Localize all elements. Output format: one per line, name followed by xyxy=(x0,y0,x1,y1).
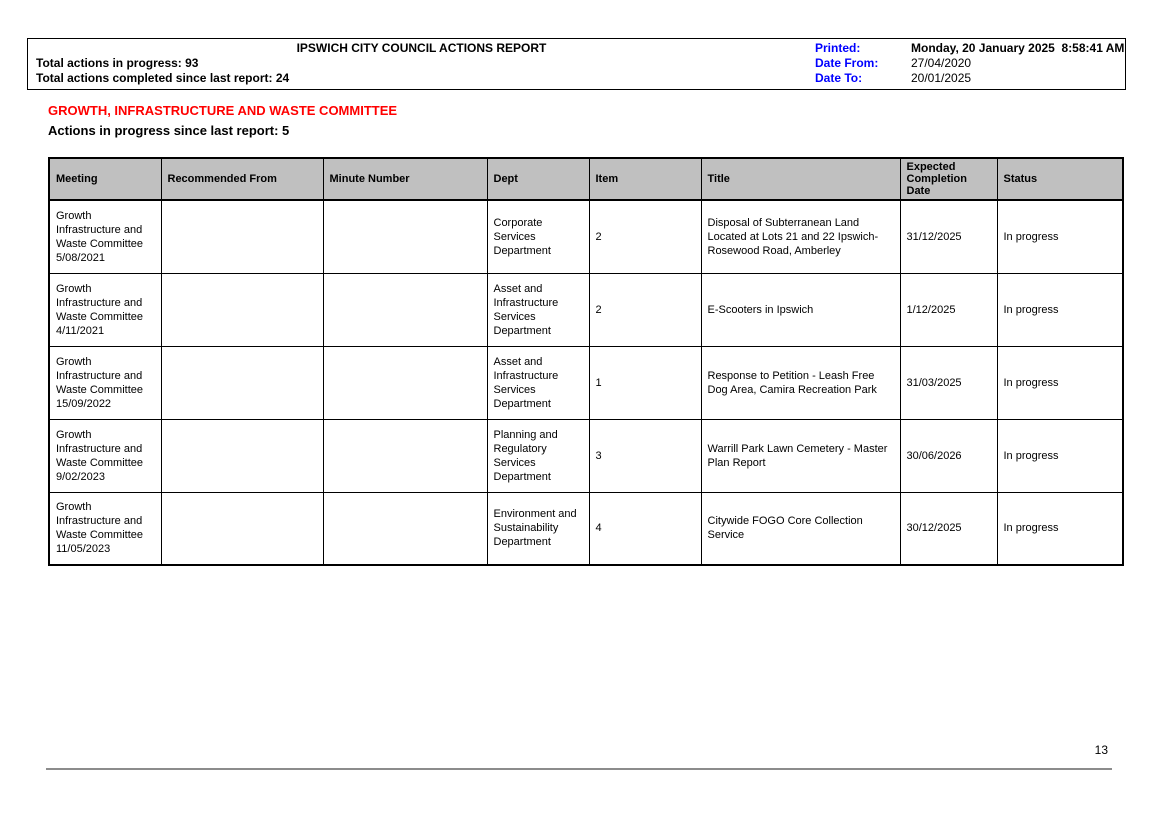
committee-heading: GROWTH, INFRASTRUCTURE AND WASTE COMMITTEE xyxy=(48,103,398,118)
footer-rule xyxy=(46,768,1112,770)
minute-number-cell xyxy=(323,200,487,273)
recommended-from-cell xyxy=(161,346,323,419)
status-cell: In progress xyxy=(997,273,1123,346)
meeting-cell: Growth Infrastructure and Waste Committee 9/02/2023 xyxy=(49,419,161,492)
recommended-from-cell xyxy=(161,492,323,565)
report-header-dates xyxy=(815,39,1125,89)
date-from-label: Date From: xyxy=(815,56,879,70)
total-actions-completed: Total actions completed since last report: 24 xyxy=(36,71,290,85)
section-subtitle: Actions in progress since last report: 5 xyxy=(48,123,290,138)
dept-cell: Environment and Sustainability Department xyxy=(487,492,589,565)
expected-completion-date-cell: 31/12/2025 xyxy=(900,200,997,273)
dept-cell: Planning and Regulatory Services Department xyxy=(487,419,589,492)
printed-row xyxy=(815,41,1125,56)
minute-number-cell xyxy=(323,273,487,346)
minute-number-cell xyxy=(323,346,487,419)
column-header-meeting: Meeting xyxy=(49,158,161,200)
table-row xyxy=(49,200,1123,273)
expected-completion-date-cell: 30/12/2025 xyxy=(900,492,997,565)
item-cell: 4 xyxy=(589,492,701,565)
item-cell: 2 xyxy=(589,200,701,273)
recommended-from-cell xyxy=(161,200,323,273)
date-to-value: 20/01/2025 xyxy=(911,71,972,85)
date-from-row xyxy=(815,56,1125,71)
title-cell: Citywide FOGO Core Collection Service xyxy=(701,492,900,565)
column-header-item: Item xyxy=(589,158,701,200)
minute-number-cell xyxy=(323,492,487,565)
status-cell: In progress xyxy=(997,346,1123,419)
status-cell: In progress xyxy=(997,492,1123,565)
title-cell: Response to Petition - Leash Free Dog Area, Camira Recreation Park xyxy=(701,346,900,419)
column-header-dept: Dept xyxy=(487,158,589,200)
expected-completion-date-cell: 30/06/2026 xyxy=(900,419,997,492)
table-row xyxy=(49,419,1123,492)
recommended-from-cell xyxy=(161,273,323,346)
table-row xyxy=(49,346,1123,419)
title-cell: E-Scooters in Ipswich xyxy=(701,273,900,346)
table-header-row xyxy=(49,158,1123,200)
dept-cell: Asset and Infrastructure Services Department xyxy=(487,273,589,346)
date-to-row xyxy=(815,71,1125,86)
status-cell: In progress xyxy=(997,200,1123,273)
table-row xyxy=(49,273,1123,346)
actions-table xyxy=(48,157,1124,566)
meeting-cell: Growth Infrastructure and Waste Committee 4/11/2021 xyxy=(49,273,161,346)
recommended-from-cell xyxy=(161,419,323,492)
title-cell: Warrill Park Lawn Cemetery - Master Plan Report xyxy=(701,419,900,492)
column-header-recommended-from: Recommended From xyxy=(161,158,323,200)
expected-completion-date-cell: 31/03/2025 xyxy=(900,346,997,419)
meeting-cell: Growth Infrastructure and Waste Committee 5/08/2021 xyxy=(49,200,161,273)
date-to-label: Date To: xyxy=(815,71,863,85)
printed-value: Monday, 20 January 2025 8:58:41 AM xyxy=(911,41,1125,55)
column-header-expected-completion-date: Expected Completion Date xyxy=(900,158,997,200)
total-actions-in-progress: Total actions in progress: 93 xyxy=(36,56,199,70)
minute-number-cell xyxy=(323,419,487,492)
column-header-minute-number: Minute Number xyxy=(323,158,487,200)
report-header-main xyxy=(28,39,815,89)
expected-completion-date-cell: 1/12/2025 xyxy=(900,273,997,346)
column-header-title: Title xyxy=(701,158,900,200)
item-cell: 3 xyxy=(589,419,701,492)
table-row xyxy=(49,492,1123,565)
report-title: IPSWICH CITY COUNCIL ACTIONS REPORT xyxy=(296,41,547,55)
status-cell: In progress xyxy=(997,419,1123,492)
dept-cell: Corporate Services Department xyxy=(487,200,589,273)
item-cell: 2 xyxy=(589,273,701,346)
column-header-status: Status xyxy=(997,158,1123,200)
item-cell: 1 xyxy=(589,346,701,419)
dept-cell: Asset and Infrastructure Services Department xyxy=(487,346,589,419)
title-cell: Disposal of Subterranean Land Located at Lots 21 and 22 Ipswich-Rosewood Road, Amberley xyxy=(701,200,900,273)
page-number: 13 xyxy=(1094,743,1108,757)
date-from-value: 27/04/2020 xyxy=(911,56,972,70)
printed-label: Printed: xyxy=(815,41,861,55)
meeting-cell: Growth Infrastructure and Waste Committee 11/05/2023 xyxy=(49,492,161,565)
meeting-cell: Growth Infrastructure and Waste Committee 15/09/2022 xyxy=(49,346,161,419)
report-header-box xyxy=(27,38,1126,90)
